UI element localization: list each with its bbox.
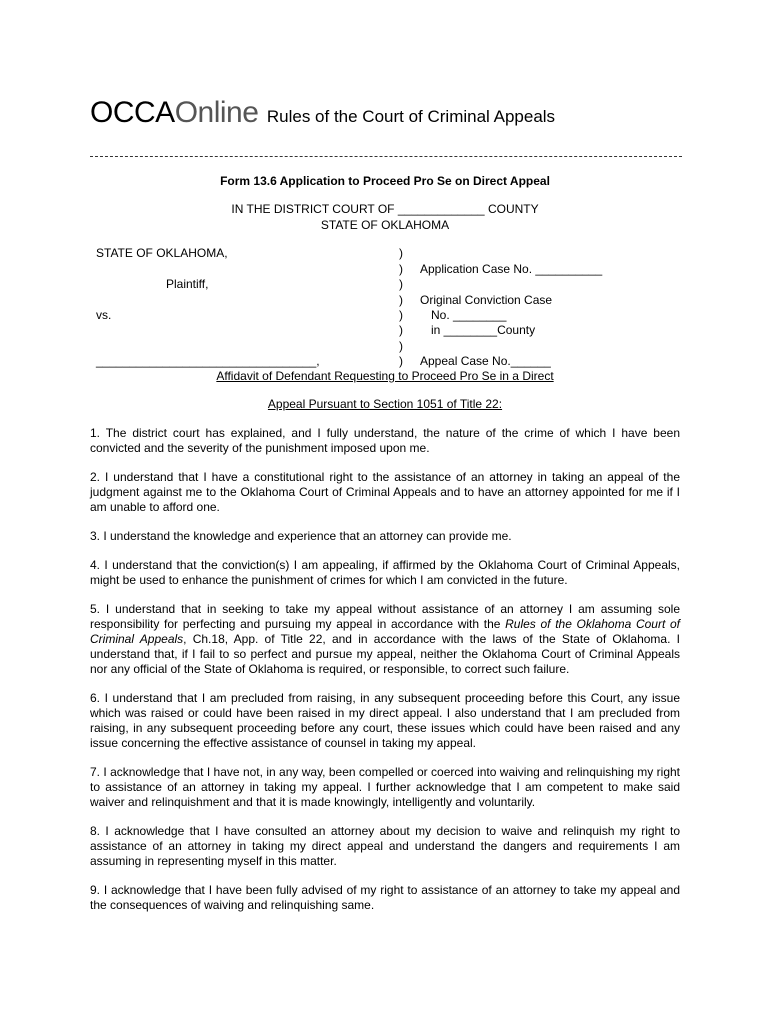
- caption-paren: ): [399, 339, 403, 353]
- affidavit-heading: Affidavit of Defendant Requesting to Proceed Pro Se in a Direct: [216, 369, 554, 383]
- conviction-case-number: No. ________: [431, 308, 507, 322]
- occa-online-logo[interactable]: [90, 96, 258, 129]
- party-state: STATE OF OKLAHOMA,: [96, 246, 228, 260]
- paragraph-5-part-a: 5. I understand that in seeking to take my appeal without assistance of an attorney I am assuming sole responsibility for perfecting and pursuing my appeal in accordance with the: [90, 602, 680, 631]
- caption-paren: ): [399, 293, 403, 307]
- caption-paren: ): [399, 308, 403, 322]
- versus-label: vs.: [96, 308, 112, 322]
- caption-paren: ): [399, 277, 403, 291]
- paragraph-3: 3. I understand the knowledge and experience that an attorney can provide me.: [90, 529, 512, 543]
- court-line-1: IN THE DISTRICT COURT OF _____________ COUNTY: [231, 202, 539, 216]
- page-header: [90, 96, 555, 130]
- conviction-county: in ________County: [431, 323, 536, 337]
- logo-occa-text: OCCA: [90, 96, 175, 129]
- paragraph-1: 1. The district court has explained, and I fully understand, the nature of the crime of which I have been convicted and the severity of the punishment imposed upon me.: [90, 426, 680, 455]
- caption-paren: ): [399, 323, 403, 337]
- court-line-2: STATE OF OKLAHOMA: [320, 217, 450, 232]
- paragraph-4: 4. I understand that the conviction(s) I am appealing, if affirmed by the Oklahoma Court of Criminal Appeals, might be used to enhance the punishment of crimes for which I am convicted in the future.: [90, 558, 680, 587]
- case-caption: [96, 246, 696, 370]
- paragraph-8: 8. I acknowledge that I have consulted an attorney about my decision to waive and relinquish my right to assistance of an attorney in taking my direct appeal and understand the dangers and requirements I am assuming in representing myself in this matter.: [90, 824, 680, 868]
- caption-paren: ): [399, 246, 403, 260]
- party-role-plaintiff: Plaintiff,: [166, 277, 209, 291]
- caption-paren: ): [399, 262, 403, 276]
- dashed-divider: [90, 156, 682, 157]
- form-title: Form 13.6 Application to Proceed Pro Se on Direct Appeal: [220, 174, 550, 188]
- paragraph-6: 6. I understand that I am precluded from raising, in any subsequent proceeding before this Court, any issue which was raised or could have been raised in my direct appeal. I also understand that I am precluded from raising, in any subsequent proceeding before any court, these issues which could have been raised and any issue concerning the effective assistance of counsel in taking my appeal.: [90, 691, 680, 750]
- paragraph-5: [90, 602, 680, 677]
- paragraph-5-rules-title: Rules of the Oklahoma Court of Criminal Appeals: [90, 617, 680, 646]
- paragraph-7: 7. I acknowledge that I have not, in any way, been compelled or coerced into waiving and relinquishing my right to assistance of an attorney in taking my appeal. I further acknowledge that I am competent to make said waiver and relinquishment and that it is made knowingly, intelligently and voluntarily.: [90, 765, 680, 809]
- defendant-name-blank: _________________________________,: [96, 354, 320, 368]
- paragraph-5-part-b: , Ch.18, App. of Title 22, and in accordance with the laws of the State of Oklahoma. I understand that, if I fail to so perfect and pursue my appeal, neither the Oklahoma Court of Criminal Appeals nor any official of the State of Oklahoma is required, or responsible, to correct such failure.: [90, 632, 680, 676]
- affidavit-body: [90, 426, 680, 927]
- appeal-heading: Appeal Pursuant to Section 1051 of Title 22:: [267, 397, 503, 411]
- paragraph-2: 2. I understand that I have a constitutional right to the assistance of an attorney in taking an appeal of the judgment against me to the Oklahoma Court of Criminal Appeals and to have an attorney appointed for me if I am unable to afford one.: [90, 470, 680, 514]
- application-case-number: Application Case No. __________: [420, 262, 603, 276]
- original-conviction-case-label: Original Conviction Case: [420, 293, 553, 307]
- court-heading: [0, 202, 770, 233]
- page-subtitle: Rules of the Court of Criminal Appeals: [266, 107, 556, 126]
- paragraph-9: 9. I acknowledge that I have been fully advised of my right to assistance of an attorney to take my appeal and the consequences of waiving and relinquishing same.: [90, 883, 680, 912]
- caption-paren: ): [399, 354, 403, 368]
- appeal-case-number: Appeal Case No.______: [420, 354, 551, 368]
- logo-online-text: Online: [174, 96, 259, 129]
